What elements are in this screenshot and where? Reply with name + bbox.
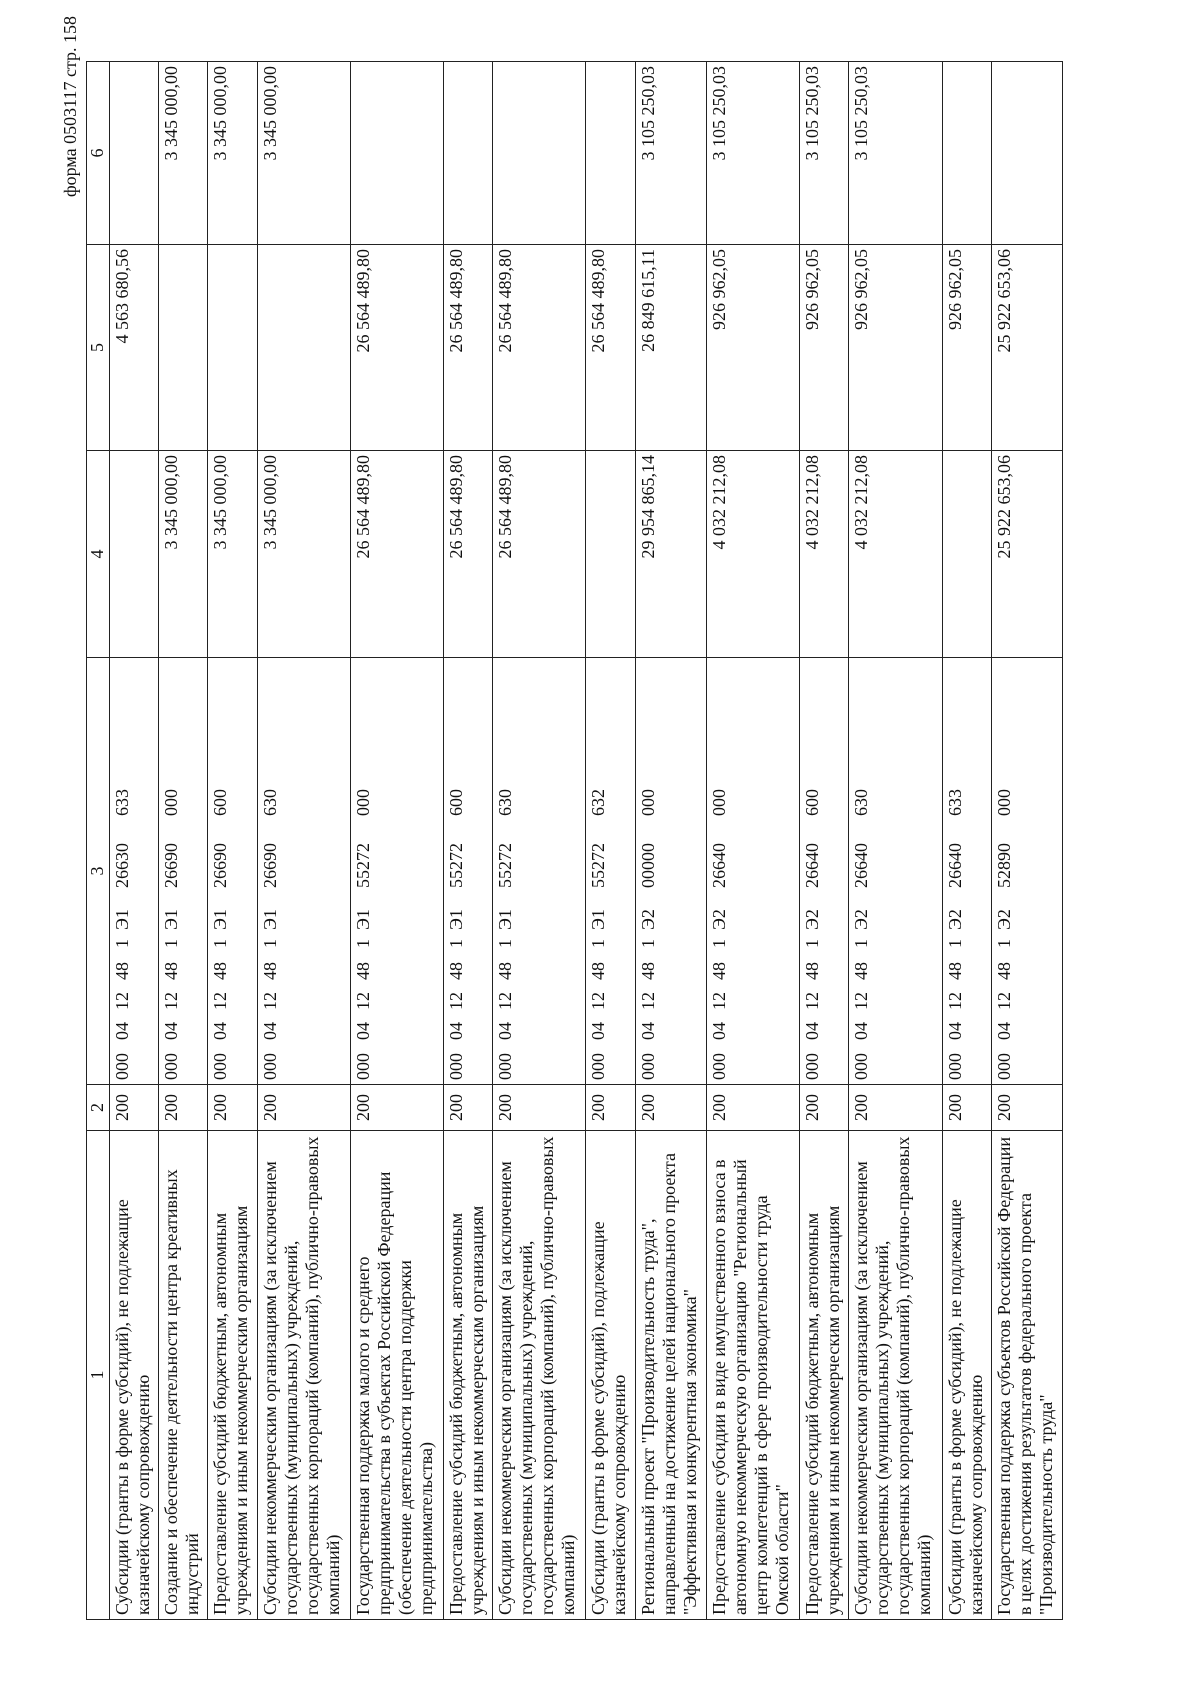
code-segment: 00000 xyxy=(637,843,658,888)
code-segment: 1 xyxy=(259,939,280,948)
code-segment: 000 xyxy=(352,789,373,816)
code-segment: 12 xyxy=(352,992,373,1010)
row-approved-amount xyxy=(942,451,991,658)
table-row xyxy=(586,62,635,1620)
row-line-code: 200 xyxy=(493,1085,586,1131)
column-header: 5 xyxy=(87,245,110,451)
code-segment: 48 xyxy=(210,962,231,980)
row-executed-amount: 926 962,05 xyxy=(800,245,849,451)
code-segment: 04 xyxy=(851,1022,872,1040)
row-approved-amount xyxy=(586,451,635,658)
code-segment: 1 xyxy=(944,939,965,948)
row-approved-amount: 3 345 000,00 xyxy=(159,451,208,658)
table-row xyxy=(706,62,799,1620)
row-approved-amount: 26 564 489,80 xyxy=(350,451,443,658)
row-name: Субсидии некоммерческим организациям (за исключением государственных (муниципальных) учреждений, государственных корпораций (компаний), публично-правовых компаний) xyxy=(849,1131,942,1620)
column-header: 6 xyxy=(87,62,110,245)
row-line-code: 200 xyxy=(208,1085,257,1131)
row-unexecuted-amount: 3 105 250,03 xyxy=(706,62,799,245)
code-segment: Э2 xyxy=(802,909,823,930)
code-segment: Э1 xyxy=(588,909,609,930)
code-segment: 48 xyxy=(588,962,609,980)
code-segment: 000 xyxy=(112,1053,132,1080)
row-line-code: 200 xyxy=(350,1085,443,1131)
code-segment: 000 xyxy=(993,789,1014,816)
row-name: Предоставление субсидий бюджетным, автономным учреждениям и иным некоммерческим организациям xyxy=(800,1131,849,1620)
code-segment: Э1 xyxy=(161,909,182,930)
code-segment: 12 xyxy=(112,992,132,1010)
code-segment: 48 xyxy=(851,962,872,980)
table-row xyxy=(350,62,443,1620)
code-segment: 630 xyxy=(259,789,280,816)
row-unexecuted-amount: 3 105 250,03 xyxy=(800,62,849,245)
row-unexecuted-amount xyxy=(991,62,1062,245)
row-budget-code xyxy=(942,658,991,1085)
row-name: Предоставление субсидии в виде имущественного взноса в автономную некоммерческую организацию "Региональный центр компетенций в сфере производительности труда Омской области" xyxy=(706,1131,799,1620)
row-name: Субсидии некоммерческим организациям (за исключением государственных (муниципальных) учреждений, государственных корпораций (компаний), публично-правовых компаний) xyxy=(493,1131,586,1620)
code-segment: 12 xyxy=(210,992,231,1010)
code-segment: 000 xyxy=(637,1053,658,1080)
code-segment: 12 xyxy=(588,992,609,1010)
row-approved-amount: 26 564 489,80 xyxy=(493,451,586,658)
code-segment: 26690 xyxy=(161,843,182,888)
row-executed-amount xyxy=(159,245,208,451)
table-row xyxy=(800,62,849,1620)
row-executed-amount: 26 564 489,80 xyxy=(493,245,586,451)
code-segment: 12 xyxy=(944,992,965,1010)
code-segment: 04 xyxy=(259,1022,280,1040)
row-budget-code xyxy=(208,658,257,1085)
table-row xyxy=(159,62,208,1620)
code-segment: 1 xyxy=(993,939,1014,948)
code-segment: 04 xyxy=(112,1022,132,1040)
code-segment: 04 xyxy=(161,1022,182,1040)
row-name: Предоставление субсидий бюджетным, автономным учреждениям и иным некоммерческим организациям xyxy=(208,1131,257,1620)
row-approved-amount: 3 345 000,00 xyxy=(208,451,257,658)
code-segment: 48 xyxy=(161,962,182,980)
code-segment: 12 xyxy=(495,992,516,1010)
code-segment: 1 xyxy=(802,939,823,948)
code-segment: 1 xyxy=(851,939,872,948)
table-row xyxy=(942,62,991,1620)
row-name: Создание и обеспечение деятельности центра креативных индустрий xyxy=(159,1131,208,1620)
row-budget-code xyxy=(849,658,942,1085)
code-segment: 000 xyxy=(944,1053,965,1080)
row-approved-amount: 4 032 212,08 xyxy=(706,451,799,658)
code-segment: 55272 xyxy=(352,843,373,888)
code-segment: 000 xyxy=(708,789,729,816)
code-segment: 000 xyxy=(637,789,658,816)
row-budget-code xyxy=(110,658,159,1085)
code-segment: Э1 xyxy=(259,909,280,930)
row-executed-amount: 26 564 489,80 xyxy=(586,245,635,451)
row-budget-code xyxy=(586,658,635,1085)
row-approved-amount: 3 345 000,00 xyxy=(257,451,350,658)
row-name: Предоставление субсидий бюджетным, автономным учреждениям и иным некоммерческим организациям xyxy=(444,1131,493,1620)
row-line-code: 200 xyxy=(991,1085,1062,1131)
row-unexecuted-amount: 3 345 000,00 xyxy=(208,62,257,245)
row-approved-amount: 26 564 489,80 xyxy=(444,451,493,658)
row-name: Государственная поддержка малого и среднего предпринимательства в субъектах Российской Федерации (обеспечение деятельности центра поддержки предпринимательства) xyxy=(350,1131,443,1620)
code-segment: 1 xyxy=(112,939,132,948)
code-segment: 48 xyxy=(446,962,467,980)
table-row xyxy=(444,62,493,1620)
table-row xyxy=(257,62,350,1620)
code-segment: 04 xyxy=(708,1022,729,1040)
code-segment: 000 xyxy=(259,1053,280,1080)
code-segment: 12 xyxy=(993,992,1014,1010)
row-budget-code xyxy=(800,658,849,1085)
table-row xyxy=(110,62,159,1620)
row-budget-code xyxy=(444,658,493,1085)
code-segment: Э2 xyxy=(708,909,729,930)
row-executed-amount: 926 962,05 xyxy=(706,245,799,451)
code-segment: Э1 xyxy=(446,909,467,930)
code-segment: 12 xyxy=(802,992,823,1010)
form-reference: форма 0503117 стр. 158 xyxy=(60,15,80,197)
code-segment: Э2 xyxy=(637,909,658,930)
row-budget-code xyxy=(257,658,350,1085)
code-segment: 000 xyxy=(708,1053,729,1080)
row-line-code: 200 xyxy=(110,1085,159,1131)
code-segment: 26640 xyxy=(944,843,965,888)
code-segment: 600 xyxy=(210,789,231,816)
row-budget-code xyxy=(493,658,586,1085)
code-segment: Э1 xyxy=(112,909,132,930)
code-segment: 12 xyxy=(851,992,872,1010)
code-segment: 600 xyxy=(802,789,823,816)
code-segment: 48 xyxy=(993,962,1014,980)
table-row xyxy=(991,62,1062,1620)
code-segment: 633 xyxy=(944,789,965,816)
row-executed-amount xyxy=(257,245,350,451)
code-segment: 000 xyxy=(161,1053,182,1080)
row-budget-code xyxy=(991,658,1062,1085)
code-segment: 48 xyxy=(708,962,729,980)
code-segment: 1 xyxy=(210,939,231,948)
code-segment: 000 xyxy=(161,789,182,816)
code-segment: Э2 xyxy=(851,909,872,930)
code-segment: 04 xyxy=(637,1022,658,1040)
code-segment: 26690 xyxy=(210,843,231,888)
column-header: 3 xyxy=(87,658,110,1085)
code-segment: 48 xyxy=(944,962,965,980)
code-segment: 55272 xyxy=(446,843,467,888)
code-segment: 26640 xyxy=(708,843,729,888)
row-executed-amount: 25 922 653,06 xyxy=(991,245,1062,451)
row-approved-amount: 29 954 865,14 xyxy=(635,451,706,658)
code-segment: Э1 xyxy=(495,909,516,930)
row-approved-amount: 4 032 212,08 xyxy=(800,451,849,658)
code-segment: 000 xyxy=(352,1053,373,1080)
row-approved-amount xyxy=(110,451,159,658)
code-segment: 633 xyxy=(112,789,132,816)
row-unexecuted-amount: 3 105 250,03 xyxy=(635,62,706,245)
code-segment: 1 xyxy=(637,939,658,948)
row-unexecuted-amount: 3 345 000,00 xyxy=(257,62,350,245)
row-approved-amount: 4 032 212,08 xyxy=(849,451,942,658)
row-name: Региональный проект "Производительность труда", направленный на достижение целей национального проекта "Эффективная и конкурентная экономика" xyxy=(635,1131,706,1620)
code-segment: 26640 xyxy=(851,843,872,888)
row-name: Субсидии (гранты в форме субсидий), не подлежащие казначейскому сопровождению xyxy=(110,1131,159,1620)
code-segment: Э1 xyxy=(210,909,231,930)
code-segment: 630 xyxy=(495,789,516,816)
code-segment: 000 xyxy=(495,1053,516,1080)
code-segment: Э1 xyxy=(352,909,373,930)
code-segment: 26630 xyxy=(112,843,132,888)
row-approved-amount: 25 922 653,06 xyxy=(991,451,1062,658)
row-unexecuted-amount xyxy=(110,62,159,245)
code-segment: 1 xyxy=(161,939,182,948)
code-segment: 000 xyxy=(588,1053,609,1080)
row-unexecuted-amount xyxy=(586,62,635,245)
row-line-code: 200 xyxy=(800,1085,849,1131)
row-executed-amount: 26 564 489,80 xyxy=(350,245,443,451)
row-unexecuted-amount xyxy=(350,62,443,245)
row-budget-code xyxy=(635,658,706,1085)
row-line-code: 200 xyxy=(706,1085,799,1131)
row-budget-code xyxy=(706,658,799,1085)
code-segment: 48 xyxy=(495,962,516,980)
code-segment: 55272 xyxy=(495,843,516,888)
code-segment: 48 xyxy=(637,962,658,980)
row-name: Субсидии (гранты в форме субсидий), подлежащие казначейскому сопровождению xyxy=(586,1131,635,1620)
row-budget-code xyxy=(159,658,208,1085)
row-unexecuted-amount xyxy=(493,62,586,245)
code-segment: 04 xyxy=(944,1022,965,1040)
row-name: Государственная поддержка субъектов Российской Федерации в целях достижения результатов федерального проекта "Производительность труда" xyxy=(991,1131,1062,1620)
row-executed-amount: 4 563 680,56 xyxy=(110,245,159,451)
code-segment: 12 xyxy=(446,992,467,1010)
column-header: 1 xyxy=(87,1131,110,1620)
code-segment: 26690 xyxy=(259,843,280,888)
row-executed-amount: 926 962,05 xyxy=(942,245,991,451)
code-segment: 632 xyxy=(588,789,609,816)
code-segment: 26640 xyxy=(802,843,823,888)
column-header: 2 xyxy=(87,1085,110,1131)
code-segment: 000 xyxy=(851,1053,872,1080)
code-segment: 000 xyxy=(802,1053,823,1080)
row-executed-amount xyxy=(208,245,257,451)
code-segment: 000 xyxy=(210,1053,231,1080)
table-body xyxy=(110,62,1063,1620)
code-segment: 04 xyxy=(495,1022,516,1040)
row-unexecuted-amount xyxy=(444,62,493,245)
code-segment: 04 xyxy=(210,1022,231,1040)
table-row xyxy=(493,62,586,1620)
row-unexecuted-amount xyxy=(942,62,991,245)
row-line-code: 200 xyxy=(849,1085,942,1131)
code-segment: 1 xyxy=(708,939,729,948)
code-segment: 000 xyxy=(993,1053,1014,1080)
row-line-code: 200 xyxy=(586,1085,635,1131)
row-name: Субсидии некоммерческим организациям (за исключением государственных (муниципальных) учреждений, государственных корпораций (компаний), публично-правовых компаний) xyxy=(257,1131,350,1620)
code-segment: 1 xyxy=(446,939,467,948)
code-segment: Э2 xyxy=(993,909,1014,930)
code-segment: 1 xyxy=(495,939,516,948)
code-segment: 12 xyxy=(708,992,729,1010)
code-segment: 12 xyxy=(259,992,280,1010)
column-header: 4 xyxy=(87,451,110,658)
code-segment: 000 xyxy=(446,1053,467,1080)
row-unexecuted-amount: 3 345 000,00 xyxy=(159,62,208,245)
table-row xyxy=(635,62,706,1620)
code-segment: 12 xyxy=(637,992,658,1010)
code-segment: 48 xyxy=(352,962,373,980)
row-line-code: 200 xyxy=(444,1085,493,1131)
row-line-code: 200 xyxy=(635,1085,706,1131)
row-executed-amount: 26 849 615,11 xyxy=(635,245,706,451)
row-name: Субсидии (гранты в форме субсидий), не подлежащие казначейскому сопровождению xyxy=(942,1131,991,1620)
code-segment: 04 xyxy=(588,1022,609,1040)
code-segment: Э2 xyxy=(944,909,965,930)
row-budget-code xyxy=(350,658,443,1085)
code-segment: 04 xyxy=(993,1022,1014,1040)
code-segment: 630 xyxy=(851,789,872,816)
report-table xyxy=(86,61,1063,1620)
code-segment: 04 xyxy=(802,1022,823,1040)
code-segment: 04 xyxy=(352,1022,373,1040)
code-segment: 52890 xyxy=(993,843,1014,888)
table-row xyxy=(849,62,942,1620)
table-row xyxy=(208,62,257,1620)
code-segment: 48 xyxy=(802,962,823,980)
row-unexecuted-amount: 3 105 250,03 xyxy=(849,62,942,245)
code-segment: 1 xyxy=(352,939,373,948)
code-segment: 48 xyxy=(112,962,132,980)
row-executed-amount: 926 962,05 xyxy=(849,245,942,451)
row-line-code: 200 xyxy=(159,1085,208,1131)
code-segment: 55272 xyxy=(588,843,609,888)
table-header xyxy=(87,62,110,1620)
row-line-code: 200 xyxy=(942,1085,991,1131)
row-executed-amount: 26 564 489,80 xyxy=(444,245,493,451)
code-segment: 04 xyxy=(446,1022,467,1040)
code-segment: 12 xyxy=(161,992,182,1010)
code-segment: 48 xyxy=(259,962,280,980)
row-line-code: 200 xyxy=(257,1085,350,1131)
code-segment: 1 xyxy=(588,939,609,948)
code-segment: 600 xyxy=(446,789,467,816)
